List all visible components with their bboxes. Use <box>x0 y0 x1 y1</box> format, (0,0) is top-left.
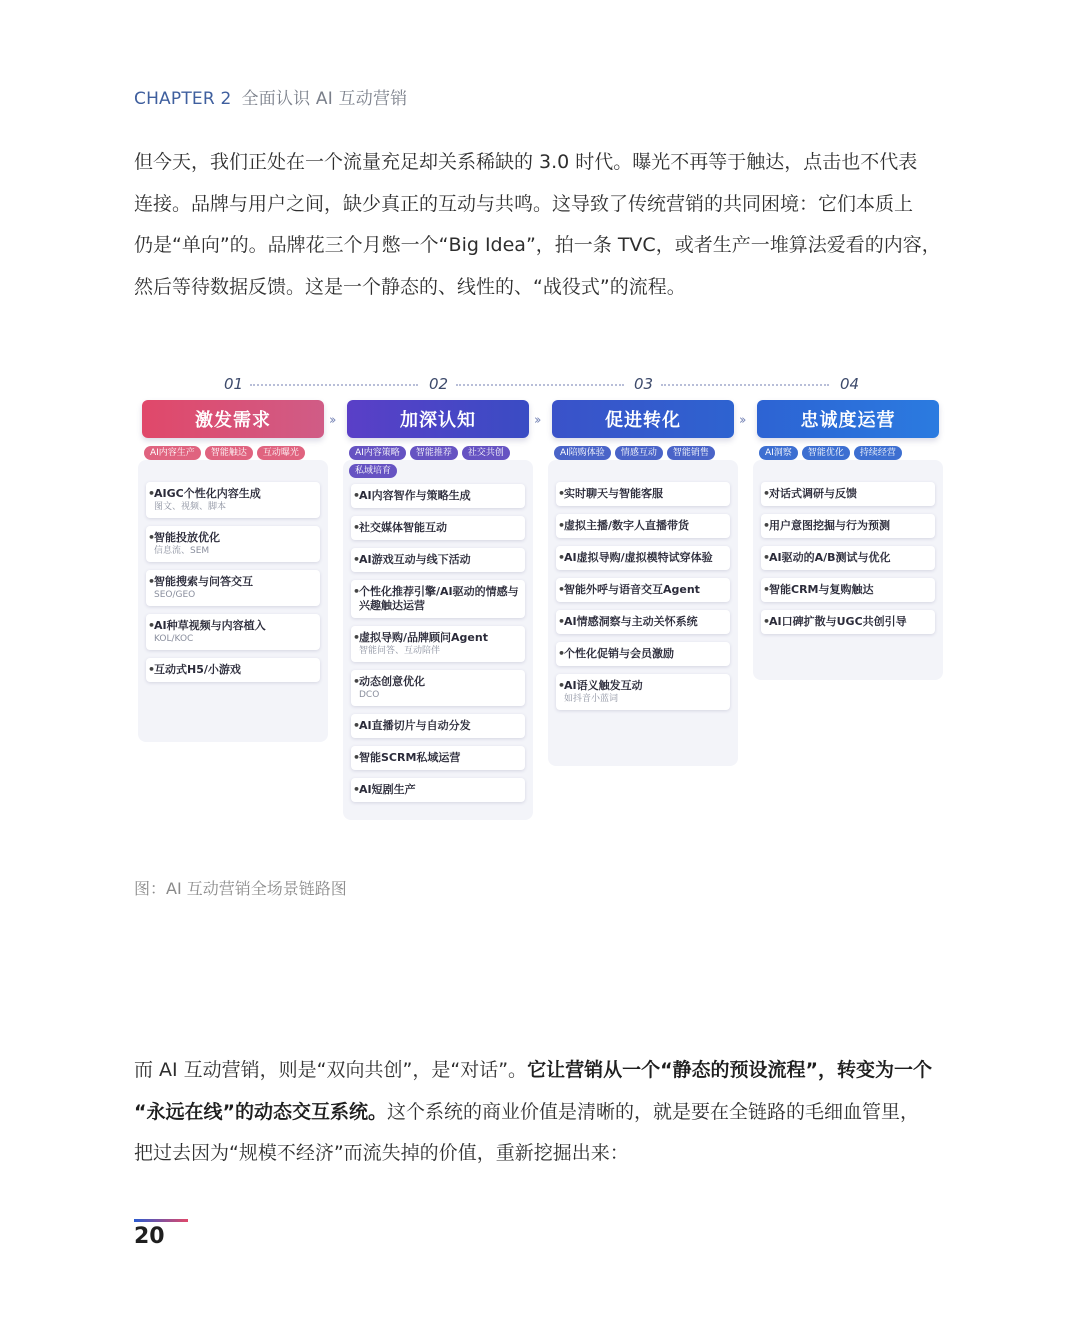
item-label: • AI种草视频与内容植入 <box>154 619 314 633</box>
chapter-header <box>134 84 407 109</box>
stage-items <box>343 478 533 802</box>
item-sub: 如抖音小蓝词 <box>564 694 619 704</box>
item-label: • 智能外呼与语音交互Agent <box>564 583 724 597</box>
item-label: • AI语义触发互动 <box>564 679 724 693</box>
paragraph-line: 但今天，我们正处在一个流量充足却关系稀缺的 3.0 时代。曝光不再等于触达，点击也不代表 <box>134 151 918 173</box>
list-item <box>556 610 730 634</box>
list-item <box>351 626 525 662</box>
item-label: • 动态创意优化 <box>359 675 519 689</box>
item-sub: 智能问答、互动陪伴 <box>359 646 441 656</box>
bold-text: 它让营销从一个“静态的预设流程”，转变为一个 <box>527 1059 933 1081</box>
list-item <box>761 514 935 538</box>
paragraph-line: 然后等待数据反馈。这是一个静态的、线性的、“战役式”的流程。 <box>134 275 686 298</box>
item-label: • AI虚拟导购/虚拟模特试穿体验 <box>564 551 724 565</box>
item-label: • 用户意图挖掘与行为预测 <box>769 519 929 533</box>
stage-title: 加深认知 <box>347 400 529 438</box>
text-span: 这个系统的商业价值是清晰的，就是要在全链路的毛细血管里， <box>386 1100 919 1123</box>
stage-tag: 持续经营 <box>854 446 902 460</box>
stage-tag: 社交共创 <box>462 446 510 460</box>
stage-tags <box>343 438 533 478</box>
step-number: 03 <box>634 375 654 393</box>
item-label: • 个性化推荐引擎/AI驱动的情感与兴趣触达运营 <box>359 585 519 613</box>
marketing-chain-diagram <box>134 372 946 822</box>
list-item <box>146 658 320 682</box>
stage-tag: 智能销售 <box>667 446 715 460</box>
item-label: • AI游戏互动与线下活动 <box>359 553 519 567</box>
item-sub: SEO/GEO <box>154 590 196 600</box>
list-item <box>556 482 730 506</box>
stage-title: 促进转化 <box>552 400 734 438</box>
list-item <box>351 778 525 802</box>
item-sub: KOL/KOC <box>154 634 194 644</box>
list-item <box>351 516 525 540</box>
item-label: • 对话式调研与反馈 <box>769 487 929 501</box>
stage-items <box>753 460 943 634</box>
list-item <box>556 514 730 538</box>
list-item <box>146 614 320 650</box>
list-item <box>351 580 525 618</box>
stage-tag: 情感互动 <box>615 446 663 460</box>
item-label: • AI口碑扩散与UGC共创引导 <box>769 615 929 629</box>
stage-items <box>138 460 328 682</box>
stage-tag: 互动曝光 <box>257 446 305 460</box>
paragraph-line <box>134 1050 954 1092</box>
intro-paragraph <box>134 142 954 308</box>
stage-tag: 智能推荐 <box>410 446 458 460</box>
figure-caption: 图：AI 互动营销全场景链路图 <box>134 879 347 898</box>
dotted-connector <box>456 384 624 386</box>
list-item <box>146 570 320 606</box>
stage-tag: 私域培育 <box>349 464 397 478</box>
stage-column-2 <box>343 400 533 810</box>
item-label: • AI直播切片与自动分发 <box>359 719 519 733</box>
dotted-connector <box>661 384 829 386</box>
page-number-accent <box>134 1219 188 1222</box>
list-item <box>146 526 320 562</box>
page-number: 20 <box>134 1224 165 1249</box>
step-number: 04 <box>840 375 860 393</box>
dotted-connector <box>250 384 418 386</box>
conclusion-paragraph <box>134 1050 954 1175</box>
list-item <box>556 674 730 710</box>
list-item <box>556 578 730 602</box>
stage-tag: AI内容策略 <box>349 446 406 460</box>
chevron-right-icon: ›› <box>739 413 744 428</box>
item-label: • AIGC个性化内容生成 <box>154 487 314 501</box>
stage-tag: AI陪购体验 <box>554 446 611 460</box>
step-number: 02 <box>429 375 449 393</box>
stage-tag: AI洞察 <box>759 446 798 460</box>
paragraph-line: 连接。品牌与用户之间，缺少真正的互动与共鸣。这导致了传统营销的共同困境：它们本质上 <box>134 192 914 215</box>
item-label: • AI驱动的A/B测试与优化 <box>769 551 929 565</box>
stage-tag: 智能触达 <box>205 446 253 460</box>
item-sub: 图文、视频、脚本 <box>154 502 227 512</box>
stage-column-3 <box>548 400 738 718</box>
list-item <box>556 546 730 570</box>
item-label: • 实时聊天与智能客服 <box>564 487 724 501</box>
list-item <box>351 746 525 770</box>
stage-tags <box>548 438 738 460</box>
item-label: • 智能CRM与复购触达 <box>769 583 929 597</box>
list-item <box>556 642 730 666</box>
list-item <box>351 548 525 572</box>
stage-items <box>548 460 738 710</box>
item-sub: DCO <box>359 690 380 700</box>
item-label: • 智能投放优化 <box>154 531 314 545</box>
chevron-right-icon: ›› <box>329 413 334 428</box>
list-item <box>351 670 525 706</box>
item-label: • AI情感洞察与主动关怀系统 <box>564 615 724 629</box>
list-item <box>761 578 935 602</box>
item-label: • 个性化促销与会员激励 <box>564 647 724 661</box>
stage-tags <box>138 438 328 460</box>
stage-tags <box>753 438 943 460</box>
chevron-right-icon: ›› <box>534 413 539 428</box>
item-label: • 智能搜索与问答交互 <box>154 575 314 589</box>
bold-text: “永远在线”的动态交互系统。 <box>134 1100 387 1123</box>
stage-column-1 <box>138 400 328 690</box>
item-label: • 虚拟导购/品牌顾问Agent <box>359 631 519 645</box>
item-label: • 智能SCRM私域运营 <box>359 751 519 765</box>
list-item <box>761 546 935 570</box>
list-item <box>351 484 525 508</box>
list-item <box>351 714 525 738</box>
item-label: • 虚拟主播/数字人直播带货 <box>564 519 724 533</box>
item-sub: 信息流、SEM <box>154 546 210 556</box>
chapter-title: 全面认识 AI 互动营销 <box>241 89 408 109</box>
list-item <box>761 610 935 634</box>
step-number: 01 <box>224 375 244 393</box>
stage-tag: 智能优化 <box>802 446 850 460</box>
item-label: • AI短剧生产 <box>359 783 519 797</box>
stage-title: 忠诚度运营 <box>757 400 939 438</box>
stage-column-4 <box>753 400 943 642</box>
list-item <box>761 482 935 506</box>
item-label: • 互动式H5/小游戏 <box>154 663 314 677</box>
paragraph-line <box>134 1092 954 1134</box>
stage-tag: AI内容生产 <box>144 446 201 460</box>
chapter-number: CHAPTER 2 <box>134 89 232 109</box>
paragraph-line: 仍是“单向”的。品牌花三个月憋一个“Big Idea”，拍一条 TVC，或者生产一堆算法爱看的内容， <box>134 234 941 256</box>
stage-title: 激发需求 <box>142 400 324 438</box>
text-span: 而 AI 互动营销，则是“双向共创”，是“对话”。 <box>134 1059 528 1081</box>
item-label: • 社交媒体智能互动 <box>359 521 519 535</box>
item-label: • AI内容智作与策略生成 <box>359 489 519 503</box>
paragraph-line: 把过去因为“规模不经济”而流失掉的价值，重新挖掘出来： <box>134 1142 629 1164</box>
list-item <box>146 482 320 518</box>
